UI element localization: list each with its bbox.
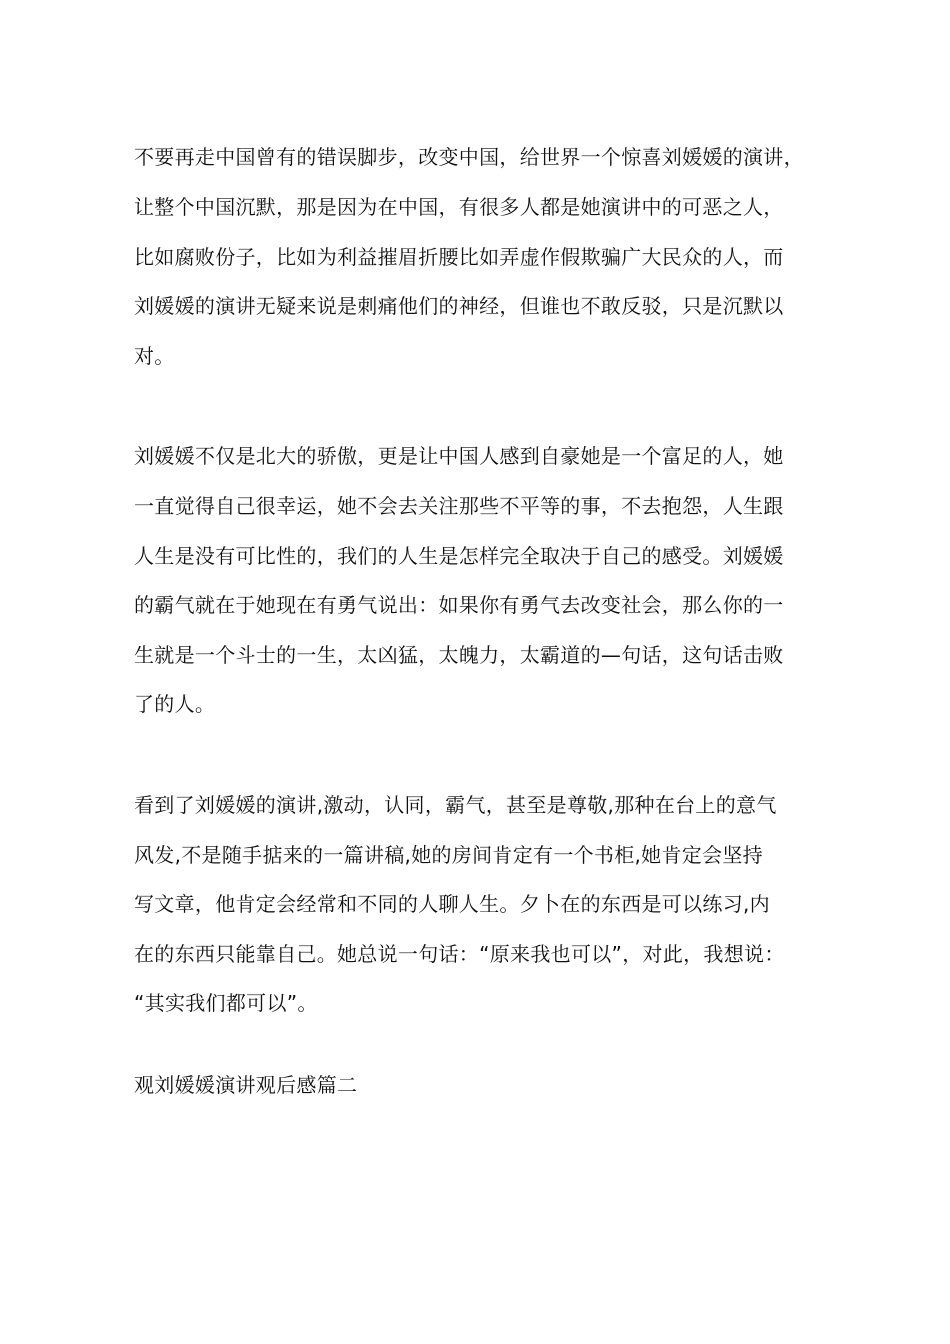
paragraph-line: 比如腐败份子，比如为利益摧眉折腰比如弄虚作假欺骗广大民众的人，而 <box>134 245 784 269</box>
paragraph-line: “其实我们都可以”。 <box>134 991 318 1015</box>
paragraph-line: 对。 <box>134 344 175 368</box>
paragraph-line: 看到了刘媛媛的演讲,激动，认同，霸气，甚至是尊敬,那种在台上的意气 <box>134 793 777 817</box>
paragraph-line: 人生是没有可比性的，我们的人生是怎样完全取决于自己的感受。刘媛媛 <box>134 544 784 568</box>
paragraph-line: 风发,不是随手掂来的一篇讲稿,她的房间肯定有一个书柜,她肯定会坚持 <box>134 843 763 867</box>
paragraph-line: 不要再走中国曾有的错误脚步，改变中国，给世界一个惊喜刘媛媛的演讲， <box>134 145 804 169</box>
paragraph-line: 一直觉得自己很幸运，她不会去关注那些不平等的事，不去抱怨，人生跟 <box>134 494 784 518</box>
paragraph-line: 让整个中国沉默，那是因为在中国，有很多人都是她演讲中的可恶之人， <box>134 195 784 219</box>
paragraph-line: 写文章，他肯定会经常和不同的人聊人生。夕卜在的东西是可以练习,内 <box>134 892 770 916</box>
section-heading: 观刘媛媛演讲观后感篇二 <box>134 1073 358 1097</box>
paragraph-line: 生就是一个斗士的一生，太凶猛，太魄力，太霸道的—句话，这句话击败 <box>134 643 784 667</box>
paragraph-line: 刘媛媛不仅是北大的骄傲，更是让中国人感到自豪她是一个富足的人，她 <box>134 444 784 468</box>
paragraph-line: 刘媛媛的演讲无疑来说是刺痛他们的神经，但谁也不敢反驳，只是沉默以 <box>134 294 784 318</box>
paragraph-line: 的霸气就在于她现在有勇气说出：如果你有勇气去改变社会，那么你的一 <box>134 593 784 617</box>
paragraph-line: 了的人。 <box>134 692 216 716</box>
paragraph-line: 在的东西只能靠自己。她总说一句话：“原来我也可以”，对此，我想说： <box>134 942 785 966</box>
